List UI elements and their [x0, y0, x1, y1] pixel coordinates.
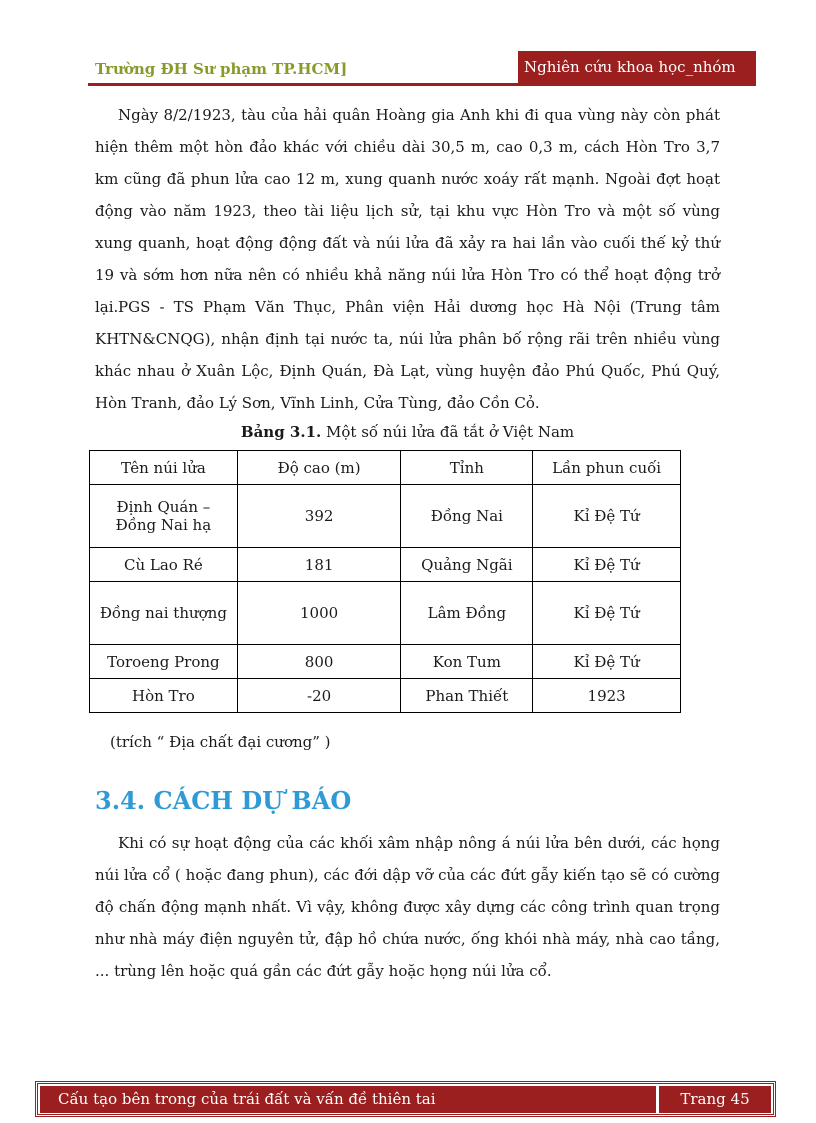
table-caption-label: Bảng 3.1. — [240, 423, 322, 441]
cell-name: Cù Lao Ré — [90, 548, 238, 582]
cell-last-eruption: Kỉ Đệ Tứ — [533, 582, 681, 645]
header-divider — [88, 83, 756, 86]
table-row — [90, 645, 681, 679]
table-header-row — [90, 451, 681, 485]
header-name: Tên núi lửa — [90, 451, 238, 485]
cell-elevation: -20 — [237, 679, 401, 713]
cell-province: Kon Tum — [401, 645, 533, 679]
cell-name: Định Quán – Đồng Nai hạ — [90, 485, 238, 548]
footer-page-number: Trang 45 — [659, 1086, 771, 1113]
cell-name: Toroeng Prong — [90, 645, 238, 679]
cell-last-eruption: Kỉ Đệ Tứ — [533, 485, 681, 548]
header-school-name: Trường ĐH Sư phạm TP.HCM] — [95, 60, 348, 78]
cell-province: Đồng Nai — [401, 485, 533, 548]
paragraph-hon-tro-1923: Ngày 8/2/1923, tàu của hải quân Hoàng gia Anh khi đi qua vùng này còn phát hiện thêm một hòn đảo khác với chiều dài 30,5 m, cao 0,3 m, cách Hòn Tro 3,7 km cũng đã phun lửa cao 12 m, xung quanh nước xoáy rất mạnh. Ngoài đợt hoạt động vào năm 1923, theo tài liệu lịch sử, tại khu vực Hòn Tro và một số vùng xung quanh, hoạt động động đất và núi lửa đã xảy ra hai lần vào cuối thế kỷ thứ 19 và sớm hơn nữa nên có nhiều khả năng núi lửa Hòn Tro có thể hoạt động trở lại. — [95, 106, 720, 316]
table-caption-text: Một số núi lửa đã tắt ở Việt Nam — [326, 423, 575, 441]
paragraph-volcano-distribution: PGS - TS Phạm Văn Thục, Phân viện Hải dương học Hà Nội (Trung tâm KHTN&CNQG), nhận định tại nước ta, núi lửa phân bố rộng rãi trên nhiều vùng khác nhau ở Xuân Lộc, Định Quán, Đà Lạt, vùng huyện đảo Phú Quốc, Phú Quý, Hòn Tranh, đảo Lý Sơn, Vĩnh Linh, Cửa Tùng, đảo Cồn Cỏ. — [95, 298, 720, 412]
cell-elevation: 800 — [237, 645, 401, 679]
footer-document-title: Cấu tạo bên trong của trái đất và vấn đề thiên tai — [40, 1086, 656, 1113]
table-row — [90, 548, 681, 582]
cell-last-eruption: 1923 — [533, 679, 681, 713]
cell-elevation: 392 — [237, 485, 401, 548]
cell-name: Hòn Tro — [90, 679, 238, 713]
table-row — [90, 582, 681, 645]
header-province: Tỉnh — [401, 451, 533, 485]
footer — [35, 1081, 776, 1117]
cell-last-eruption: Kỉ Đệ Tứ — [533, 645, 681, 679]
cell-province: Phan Thiết — [401, 679, 533, 713]
table-caption — [95, 423, 720, 441]
cell-name: Đồng nai thượng — [90, 582, 238, 645]
table-row — [90, 485, 681, 548]
header-topic-banner: Nghiên cứu khoa học_nhóm — [518, 51, 756, 84]
cell-elevation: 1000 — [237, 582, 401, 645]
cell-province: Lâm Đồng — [401, 582, 533, 645]
table-row — [90, 679, 681, 713]
header-last-eruption: Lần phun cuối — [533, 451, 681, 485]
paragraph-forecasting: Khi có sự hoạt động của các khối xâm nhập nông á núi lửa bên dưới, các họng núi lửa cổ ( hoặc đang phun), các đới dập vỡ của các đứt gẫy kiến tạo sẽ có cường độ chấn động mạnh nhất. Vì vậy, không được xây dựng các công trình quan trọng như nhà máy điện nguyên tử, đập hồ chứa nước, ống khói nhà máy, nhà cao tầng, ... trùng lên hoặc quá gần các đứt gẫy hoặc họng núi lửa cổ. — [95, 834, 720, 980]
extinct-volcano-table — [89, 450, 681, 713]
section-heading: 3.4. CÁCH DỰ BÁO — [95, 786, 352, 815]
cell-last-eruption: Kỉ Đệ Tứ — [533, 548, 681, 582]
header-elevation: Độ cao (m) — [237, 451, 401, 485]
table-source-note: (trích “ Địa chất đại cương” ) — [110, 733, 331, 751]
cell-elevation: 181 — [237, 548, 401, 582]
cell-province: Quảng Ngãi — [401, 548, 533, 582]
